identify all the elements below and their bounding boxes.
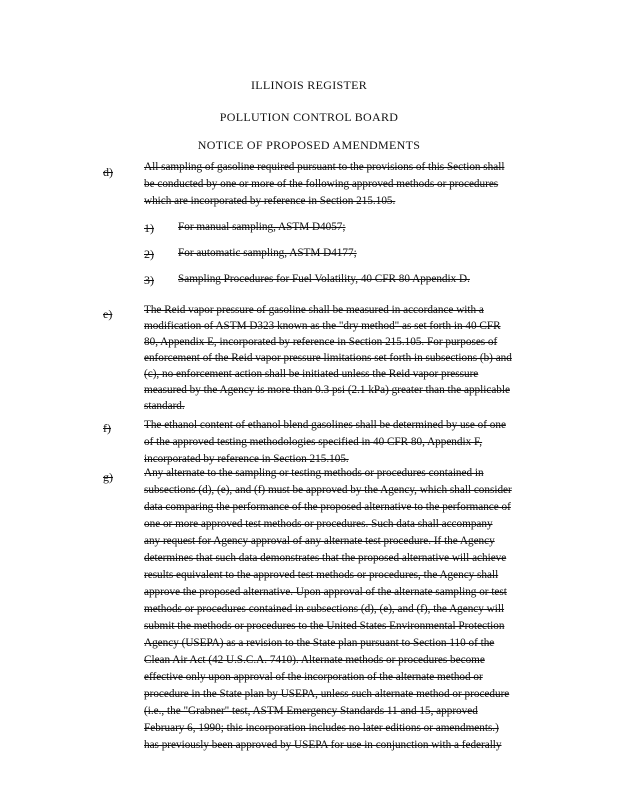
text-line: procedure in the State plan by USEPA, unless such alternate method or procedure (144, 688, 510, 700)
item-label: 2) (144, 247, 154, 261)
text-line: any request for Agency approval of any alternate test procedure. If the Agency (144, 535, 495, 547)
text-line: one or more approved test methods or procedures. Such data shall accompany (144, 518, 493, 530)
text-line: Clean Air Act (42 U.S.C.A. 7410). Alternate methods or procedures become (144, 654, 485, 666)
text-line: standard. (144, 400, 185, 412)
text-line: effective only upon approval of the incorporation of the alternate method or (144, 671, 483, 683)
item-text: For manual sampling, ASTM D4057; (178, 221, 346, 233)
text-line: Agency (USEPA) as a revision to the State plan pursuant to Section 110 of the (144, 637, 495, 649)
text-line: of the approved testing methodologies specified in 40 CFR 80, Appendix F, (144, 436, 483, 448)
text-line: 80, Appendix E, incorporated by reference in Section 215.105. For purposes of (144, 336, 498, 348)
text-line: results equivalent to the approved test methods or procedures, the Agency shall (144, 569, 499, 581)
text-line: measured by the Agency is more than 0.3 psi (2.1 kPa) greater than the applicable (144, 384, 510, 396)
text-line: has previously been approved by USEPA for use in conjunction with a federally (144, 739, 502, 751)
text-line: submit the methods or procedures to the United States Environmental Protection (144, 620, 505, 632)
text-line: February 6, 1990; this incorporation includes no later editions or amendments.) (144, 722, 499, 734)
text-line: The ethanol content of ethanol blend gasolines shall be determined by use of one (144, 419, 506, 431)
text-line: methods or procedures contained in subsections (d), (e), and (f), the Agency will (144, 603, 505, 615)
text-line: Any alternate to the sampling or testing methods or procedures contained in (144, 467, 484, 479)
text-line: which are incorporated by reference in Section 215.105. (144, 195, 396, 207)
text-line: data comparing the performance of the proposed alternative to the performance of (144, 501, 511, 513)
item-label: 3) (144, 273, 154, 287)
text-line: be conducted by one or more of the following approved methods or procedures (144, 178, 499, 190)
board-heading: POLLUTION CONTROL BOARD (219, 110, 399, 124)
subsection-label: e) (103, 307, 113, 321)
item-text: Sampling Procedures for Fuel Volatility, 40 CFR 80 Appendix D. (178, 273, 470, 285)
text-line: subsections (d), (e), and (f) must be approved by the Agency, which shall consider (144, 484, 512, 496)
text-line: All sampling of gasoline required pursuant to the provisions of this Section shall (144, 161, 505, 173)
subsection-label: f) (103, 421, 111, 435)
text-line: incorporated by reference in Section 215.105. (144, 453, 349, 465)
text-line: modification of ASTM D323 known as the "dry method" as set forth in 40 CFR (144, 320, 501, 332)
text-line: enforcement of the Reid vapor pressure limitations set forth in subsections (b) and (144, 352, 512, 364)
subsection-label: d) (103, 165, 113, 179)
item-text: For automatic sampling, ASTM D4177; (178, 247, 357, 259)
text-line: The Reid vapor pressure of gasoline shall be measured in accordance with a (144, 304, 484, 316)
text-line: (i.e., the "Grabner" test, ASTM Emergency Standards 11 and 15, approved (144, 705, 478, 717)
text-line: (c), no enforcement action shall be initiated unless the Reid vapor pressure (144, 368, 479, 380)
item-label: 1) (144, 221, 154, 235)
text-line: determines that such data demonstrates that the proposed alternative will achieve (144, 552, 507, 564)
text-line: approve the proposed alternative. Upon approval of the alternate sampling or test (144, 586, 507, 598)
register-heading: ILLINOIS REGISTER (250, 78, 368, 92)
subsection-label: g) (103, 470, 113, 484)
notice-heading: NOTICE OF PROPOSED AMENDMENTS (197, 138, 421, 152)
